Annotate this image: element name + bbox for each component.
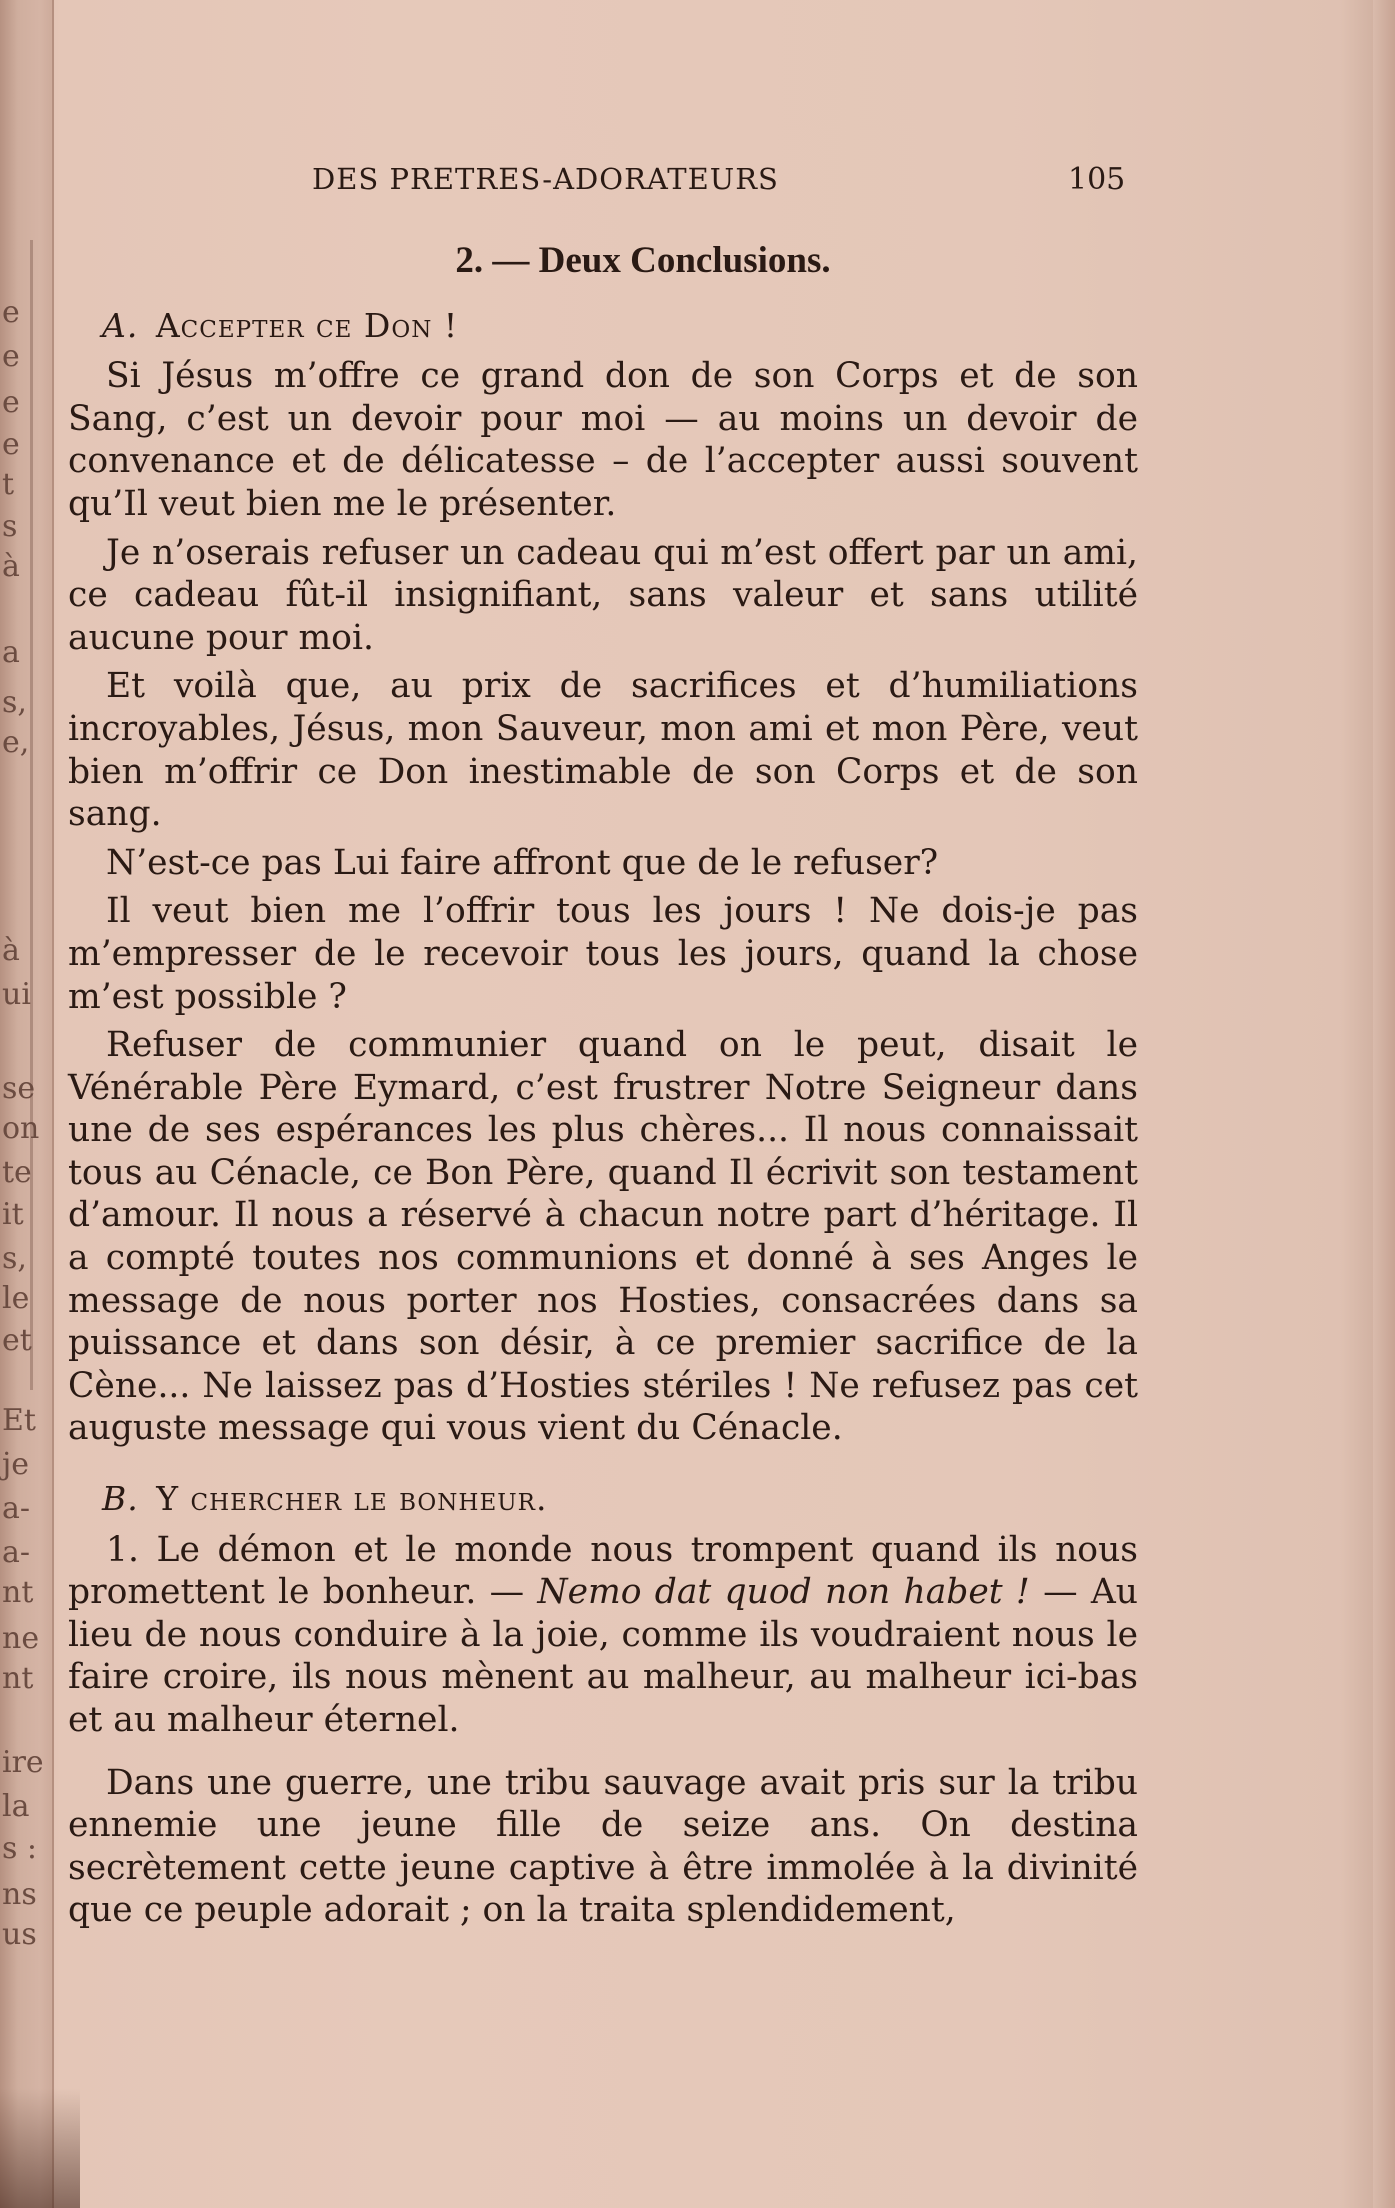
paragraph xyxy=(68,1529,1138,1742)
bleed-fragment: s : xyxy=(2,1831,38,1866)
bleed-fragment: on xyxy=(2,1111,40,1146)
paragraph: Et voilà que, au prix de sacrifices et d’humiliations incroyables, Jésus, mon Sauveur, mon ami et mon Père, veut bien m’offrir ce Don inestimable de son Corps et de son sang. xyxy=(68,666,1138,835)
subheading-b xyxy=(102,1478,1138,1521)
bleed-fragment: et xyxy=(2,1323,32,1358)
bleed-fragment: je xyxy=(2,1447,30,1482)
section-title: 2. — Deux Conclusions. xyxy=(455,240,831,281)
paragraph: Je n’oserais refuser un cadeau qui m’est offert par un ami, ce cadeau fût-il insignifiant, sans valeur et sans utilité aucune pour moi. xyxy=(68,532,1138,658)
bleed-fragment: ns xyxy=(2,1877,37,1912)
bleed-fragment: e, xyxy=(2,725,30,760)
page-number: 105 xyxy=(1068,162,1126,197)
bleed-fragment: us xyxy=(2,1917,37,1952)
subheading-b-mark: B. xyxy=(102,1479,139,1519)
paragraph-text: — Au lieu de nous conduire à la joie, comme ils voudraient nous le faire croire, ils nous mènent au malheur, au malheur ici-bas et au malheur éternel. xyxy=(68,1572,1138,1740)
bleed-fragment: e xyxy=(2,295,20,330)
bleed-fragment: ne xyxy=(2,1621,40,1656)
paragraph: Dans une guerre, une tribu sauvage avait pris sur la tribu ennemie une jeune fille de seize ans. On destina secrètement cette jeune captive à être immolée à la divinité que ce peuple adorait ; on la traita splendidement, xyxy=(68,1762,1138,1931)
subheading-a-text: Accepter ce Don ! xyxy=(155,305,459,345)
paragraph: Refuser de communier quand on le peut, disait le Vénérable Père Eymard, c’est frustrer Notre Seigneur dans une de ses espérances les plus chères... Il nous connaissait tous au Cénacle, ce Bon Père, quand Il écrivit son testament d’amour. Il nous a réservé à chacun notre part d’héritage. Il a compté toutes nos communions et donné à ses Anges le message de nous porter nos Hosties, consacrées dans sa puissance et dans son désir, à ce premier sacrifice de la Cène... Ne laissez pas d’Hosties stériles ! Ne refusez pas cet auguste message qui vous vient du Cénacle. xyxy=(68,1025,1138,1449)
bleed-fragment: a- xyxy=(2,1535,31,1570)
paragraph: N’est-ce pas Lui faire affront que de le refuser? xyxy=(106,842,939,883)
subheading-a xyxy=(102,305,1138,348)
bleed-fragment: it xyxy=(2,1197,24,1232)
bleed-fragment: e xyxy=(2,385,20,420)
bleed-fragment: e xyxy=(2,427,20,462)
bleed-fragment: te xyxy=(2,1155,32,1190)
subheading-a-mark: A. xyxy=(102,305,139,345)
bleed-fragment: s, xyxy=(2,1241,27,1276)
bleed-fragment: ui xyxy=(2,977,31,1012)
bleed-fragment: Et xyxy=(2,1403,36,1438)
page-edge xyxy=(1373,0,1395,2208)
bleed-fragment: la xyxy=(2,1789,30,1824)
running-head: DES PRETRES-ADORATEURS xyxy=(312,162,779,196)
paragraph-text: 1. Le démon et le monde nous trompent quand ils nous promettent le bonheur. — xyxy=(68,1529,1138,1613)
bleed-fragment: a xyxy=(2,635,20,670)
latin-quote: Nemo dat quod non habet ! xyxy=(537,1572,1030,1613)
bleed-fragment: le xyxy=(2,1281,30,1316)
bleed-fragment: nt xyxy=(2,1575,34,1610)
paragraph: Il veut bien me l’offrir tous les jours ! Ne dois-je pas m’empresser de le recevoir tous les jours, quand la chose m’est possible ? xyxy=(68,891,1138,1017)
bleed-fragment: à xyxy=(2,549,20,584)
bleed-fragment: ire xyxy=(2,1745,44,1780)
page-body xyxy=(68,240,1138,1938)
subheading-b-text: Y chercher le bonheur. xyxy=(156,1479,548,1519)
bleed-fragment: a- xyxy=(2,1491,31,1526)
bleed-fragment: se xyxy=(2,1071,36,1106)
gutter-line xyxy=(30,240,33,1390)
paragraph: Si Jésus m’offre ce grand don de son Corps et de son Sang, c’est un devoir pour moi — au moins un devoir de convenance et de délicatesse – de l’accepter aussi souvent qu’Il veut bien me le présenter. xyxy=(68,356,1138,524)
bleed-fragment: s xyxy=(2,509,18,544)
bleed-fragment: nt xyxy=(2,1661,34,1696)
bleed-fragment: e xyxy=(2,339,20,374)
bleed-fragment: s, xyxy=(2,685,27,720)
bleed-fragment: à xyxy=(2,933,20,968)
corner-shadow xyxy=(0,2088,80,2208)
bleed-fragment: t xyxy=(2,467,15,502)
